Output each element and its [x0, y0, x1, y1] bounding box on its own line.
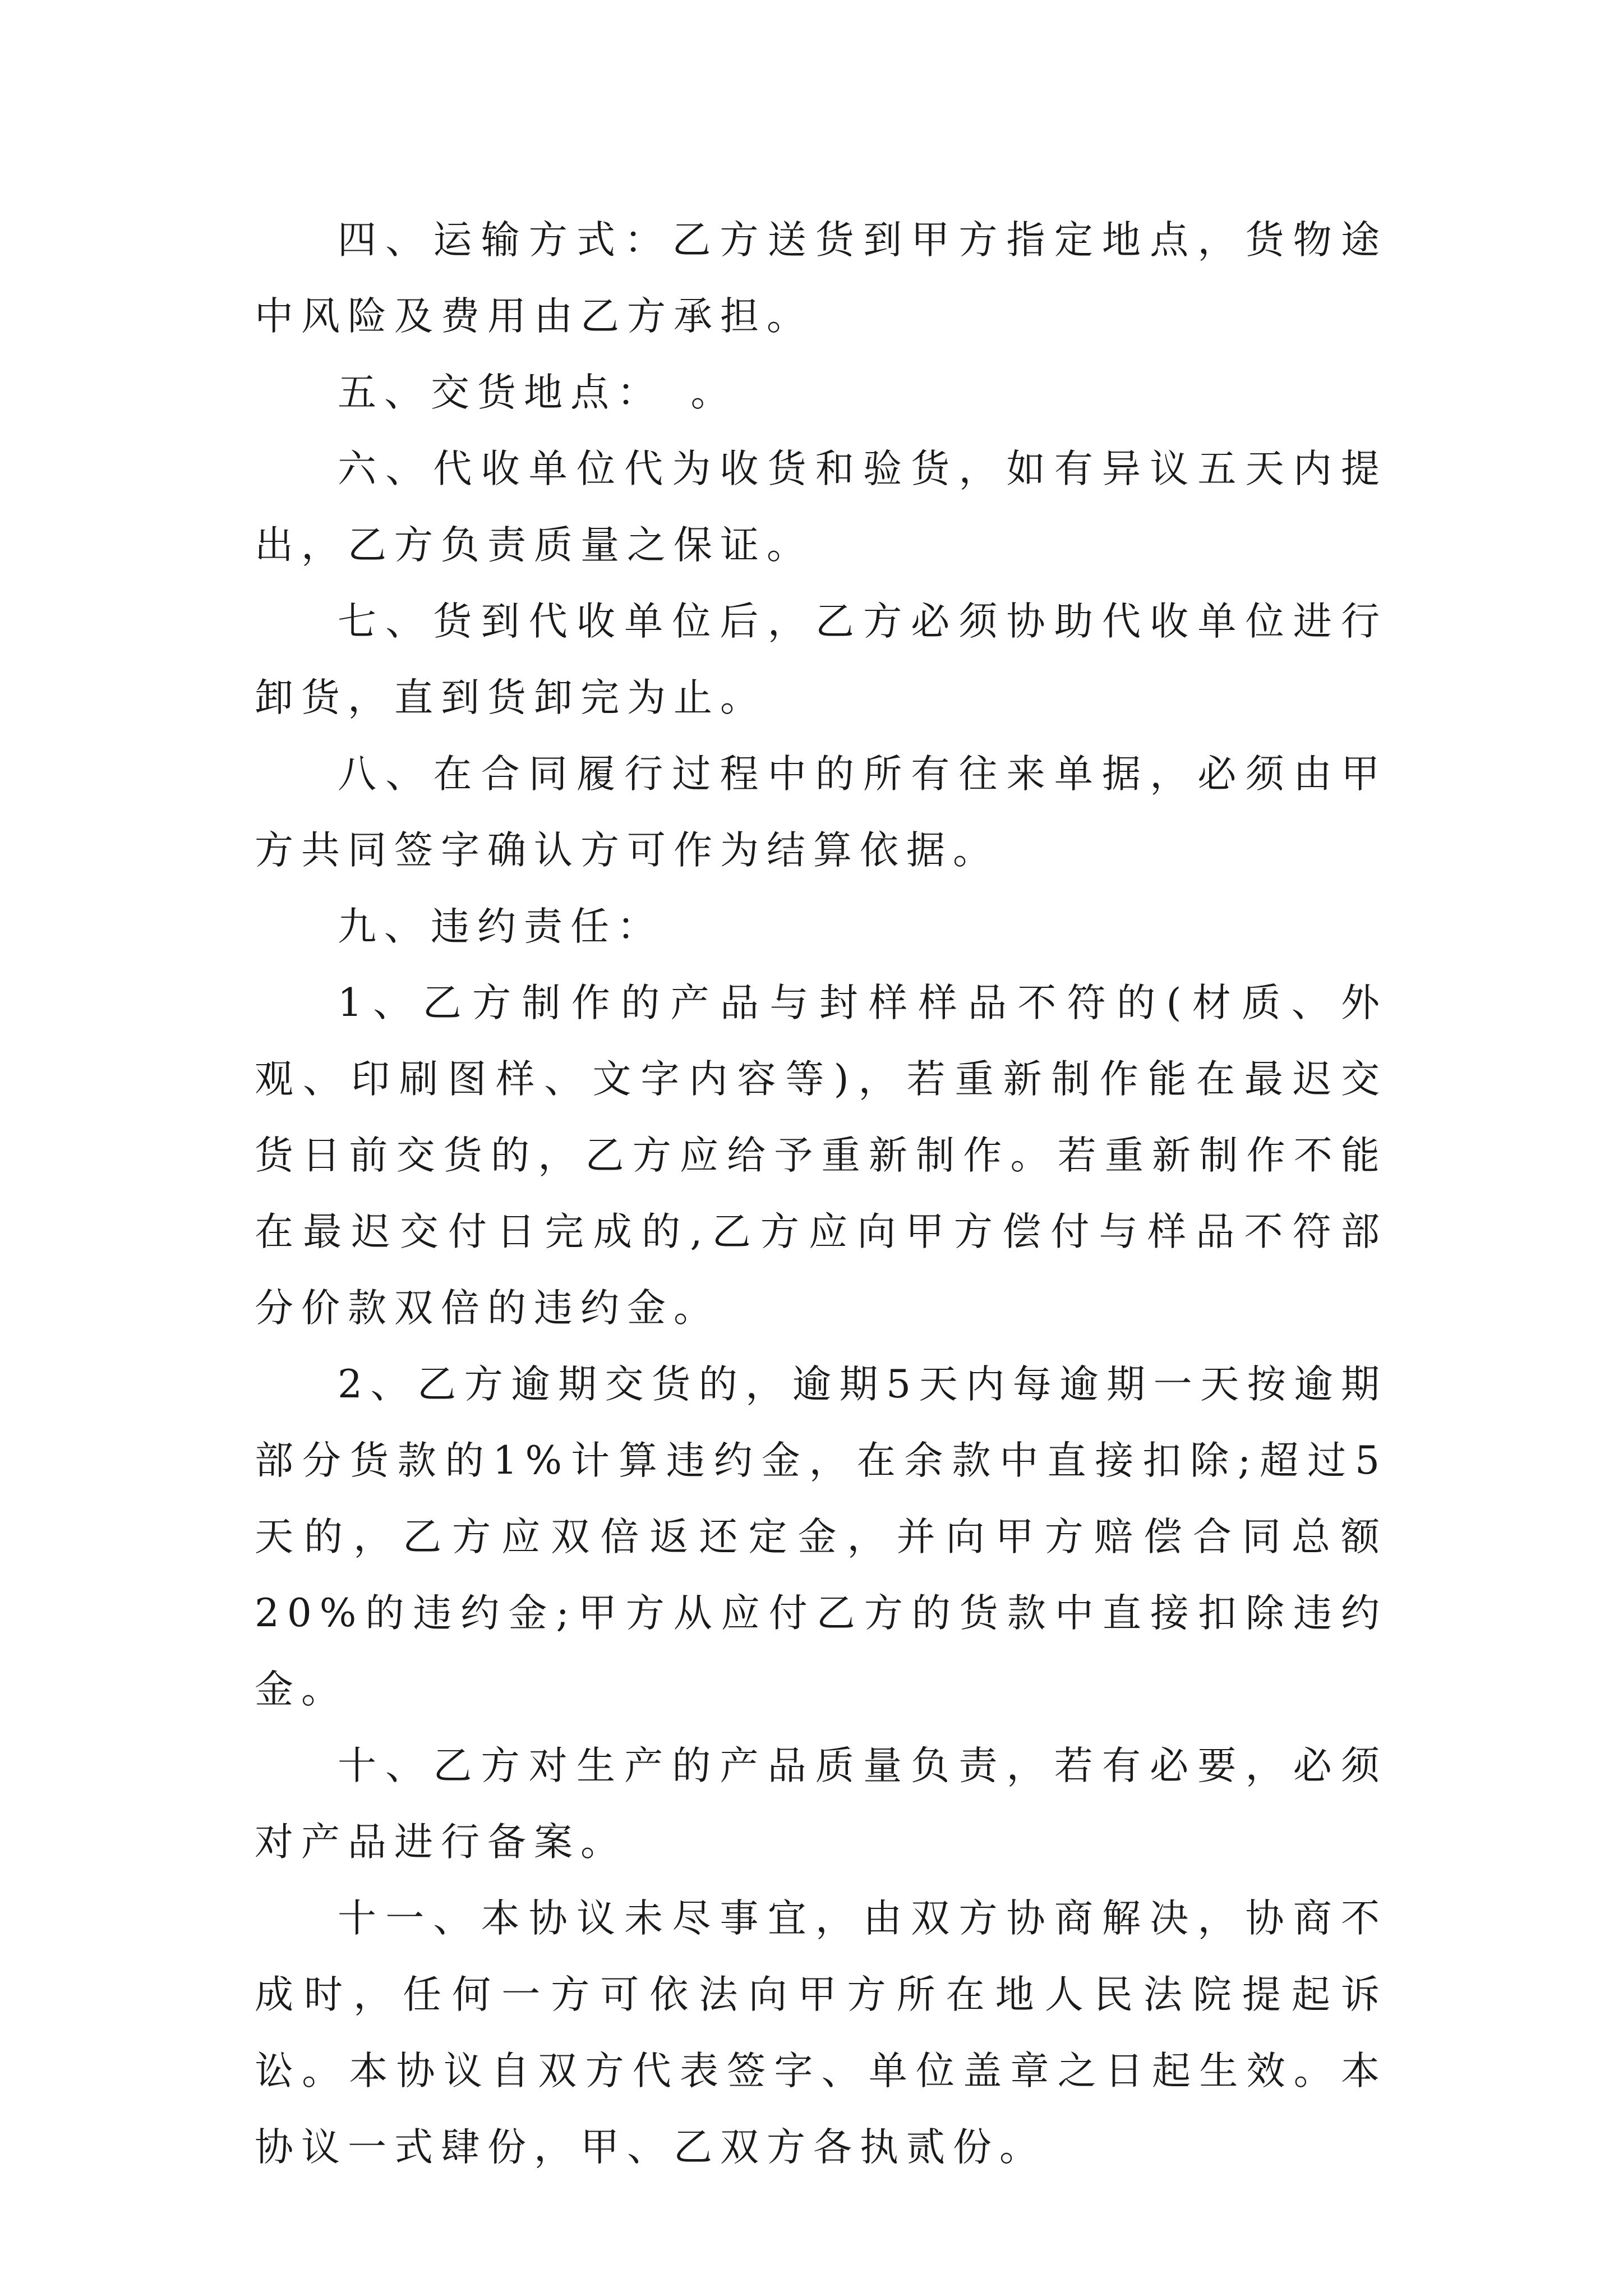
paragraph-clause-10: 十、乙方对生产的产品质量负责，若有必要，必须对产品进行备案。 — [255, 1743, 1387, 1865]
document-body — [255, 202, 1387, 2185]
paragraph-clause-5: 五、交货地点： 。 — [338, 370, 737, 415]
paragraph-clause-8: 八、在合同履行过程中的所有往来单据，必须由甲方共同签字确认方可作为结算依据。 — [255, 752, 1387, 873]
paragraph-clause-9-item-2: 2、乙方逾期交货的，逾期5天内每逾期一天按逾期部分货款的1%计算违约金，在余款中直接扣除;超过5天的，乙方应双倍返还定金，并向甲方赔偿合同总额20%的违约金;甲方从应付乙方的货款中直接扣除违约金。 — [255, 1362, 1387, 1712]
paragraph-clause-9-heading: 九、违约责任： — [338, 904, 663, 949]
paragraph-clause-4: 四、运输方式：乙方送货到甲方指定地点，货物途中风险及费用由乙方承担。 — [255, 218, 1387, 339]
paragraph-clause-6: 六、代收单位代为收货和验货，如有异议五天内提出，乙方负责质量之保证。 — [255, 447, 1387, 568]
paragraph-clause-9-item-1: 1、乙方制作的产品与封样样品不符的(材质、外观、印刷图样、文字内容等)，若重新制作能在最迟交货日前交货的，乙方应给予重新制作。若重新制作不能在最迟交付日完成的,乙方应向甲方偿付与样品不符部分价款双倍的违约金。 — [255, 981, 1387, 1331]
paragraph-clause-11: 十一、本协议未尽事宜，由双方协商解决，协商不成时，任何一方可依法向甲方所在地人民法院提起诉讼。本协议自双方代表签字、单位盖章之日起生效。本协议一式肆份，甲、乙双方各执贰份。 — [255, 1896, 1387, 2170]
paragraph-clause-7: 七、货到代收单位后，乙方必须协助代收单位进行卸货，直到货卸完为止。 — [255, 599, 1387, 720]
